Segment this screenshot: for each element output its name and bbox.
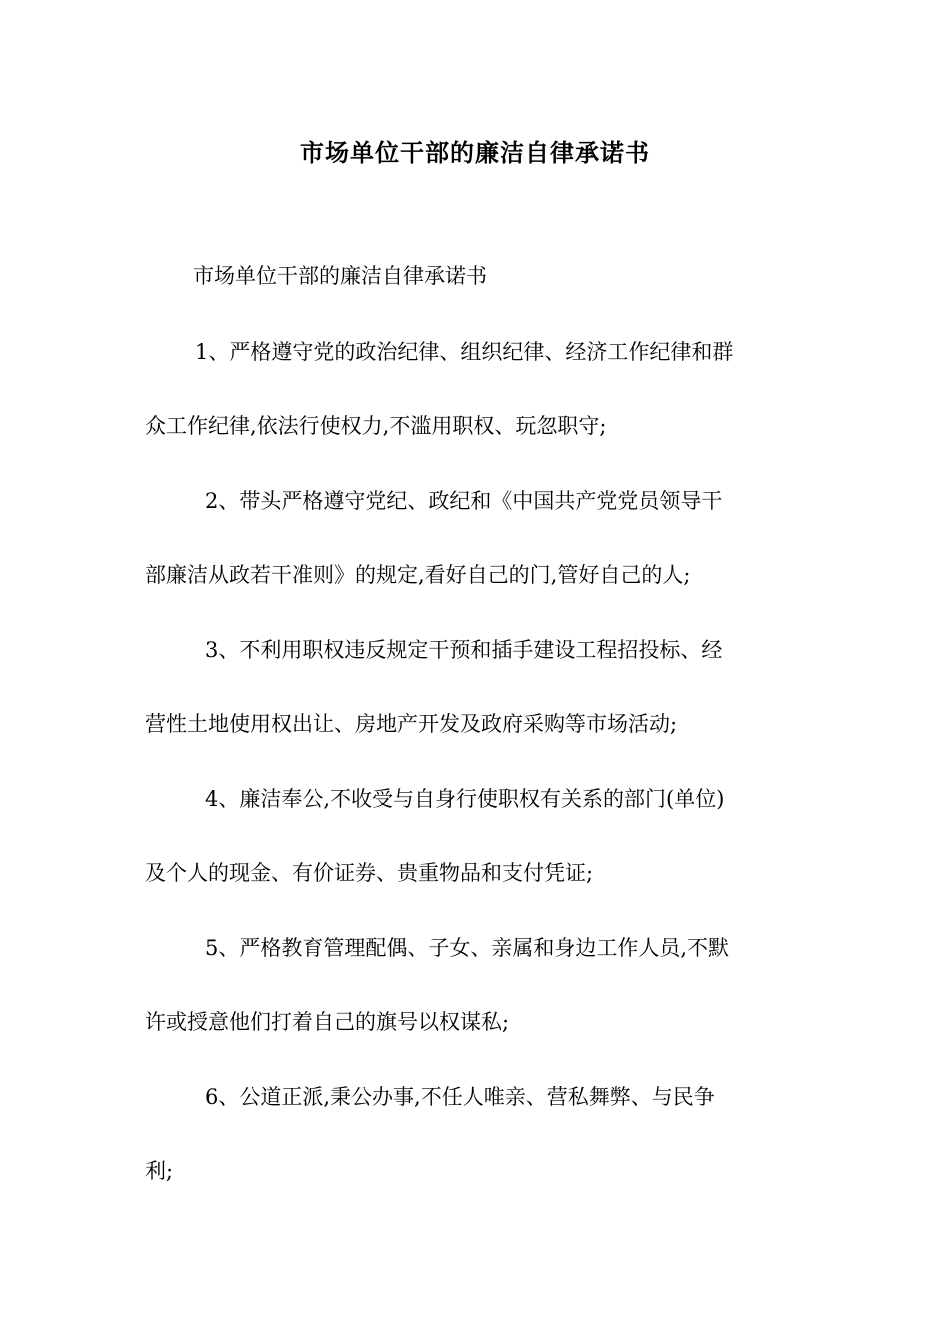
document-subtitle: 市场单位干部的廉洁自律承诺书 xyxy=(193,264,487,288)
item-2-line-2: 部廉洁从政若干准则》的规定,看好自己的门,管好自己的人; xyxy=(145,563,691,587)
document-title: 市场单位干部的廉洁自律承诺书 xyxy=(300,139,650,167)
item-3-line-2: 营性土地使用权出让、房地产开发及政府采购等市场活动; xyxy=(145,712,678,736)
item-1-line-1: 1、严格遵守党的政治纪律、组织纪律、经济工作纪律和群 xyxy=(195,340,734,364)
item-2-line-1: 2、带头严格遵守党纪、政纪和《中国共产党党员领导干 xyxy=(205,489,723,513)
item-4-line-2: 及个人的现金、有价证券、贵重物品和支付凭证; xyxy=(145,861,594,885)
item-3-line-1: 3、不利用职权违反规定干预和插手建设工程招投标、经 xyxy=(205,638,723,662)
item-6-line-1: 6、公道正派,秉公办事,不任人唯亲、营私舞弊、与民争 xyxy=(205,1085,715,1109)
item-5-line-2: 许或授意他们打着自己的旗号以权谋私; xyxy=(145,1010,510,1034)
item-4-line-1: 4、廉洁奉公,不收受与自身行使职权有关系的部门(单位) xyxy=(205,787,725,811)
item-1-line-2: 众工作纪律,依法行使权力,不滥用职权、玩忽职守; xyxy=(145,414,607,438)
item-6-line-2: 利; xyxy=(145,1159,174,1183)
item-5-line-1: 5、严格教育管理配偶、子女、亲属和身边工作人员,不默 xyxy=(205,936,730,960)
